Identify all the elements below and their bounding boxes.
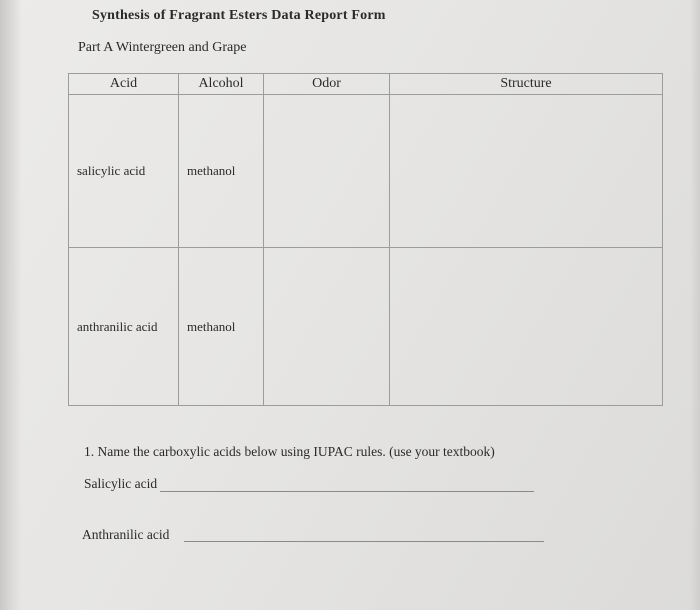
- table-header-row: [69, 74, 663, 95]
- cell-acid: salicylic acid: [69, 95, 179, 248]
- report-title: Synthesis of Fragrant Esters Data Report Form: [92, 8, 386, 23]
- header-acid: Acid: [69, 74, 179, 95]
- header-alcohol: Alcohol: [179, 74, 264, 95]
- part-heading: Part A Wintergreen and Grape: [78, 40, 247, 55]
- data-table: [68, 73, 663, 406]
- question-1: 1. Name the carboxylic acids below using IUPAC rules. (use your textbook): [84, 444, 495, 459]
- table-row: [69, 95, 663, 248]
- cell-alcohol: methanol: [179, 248, 264, 406]
- cell-odor[interactable]: [264, 248, 390, 406]
- cell-structure[interactable]: [390, 95, 663, 248]
- table-row: [69, 248, 663, 406]
- answer-label-anthranilic: Anthranilic acid: [82, 527, 170, 542]
- cell-structure[interactable]: [390, 248, 663, 406]
- cell-alcohol: methanol: [179, 95, 264, 248]
- header-odor: Odor: [264, 74, 390, 95]
- page-shadow: [0, 0, 22, 610]
- cell-acid: anthranilic acid: [69, 248, 179, 406]
- cell-odor[interactable]: [264, 95, 390, 248]
- answer-label-salicylic: Salicylic acid: [84, 476, 158, 491]
- answer-line-salicylic[interactable]: [160, 491, 534, 492]
- answer-line-anthranilic[interactable]: [184, 541, 544, 542]
- header-structure: Structure: [390, 74, 663, 95]
- page-edge: [690, 0, 700, 610]
